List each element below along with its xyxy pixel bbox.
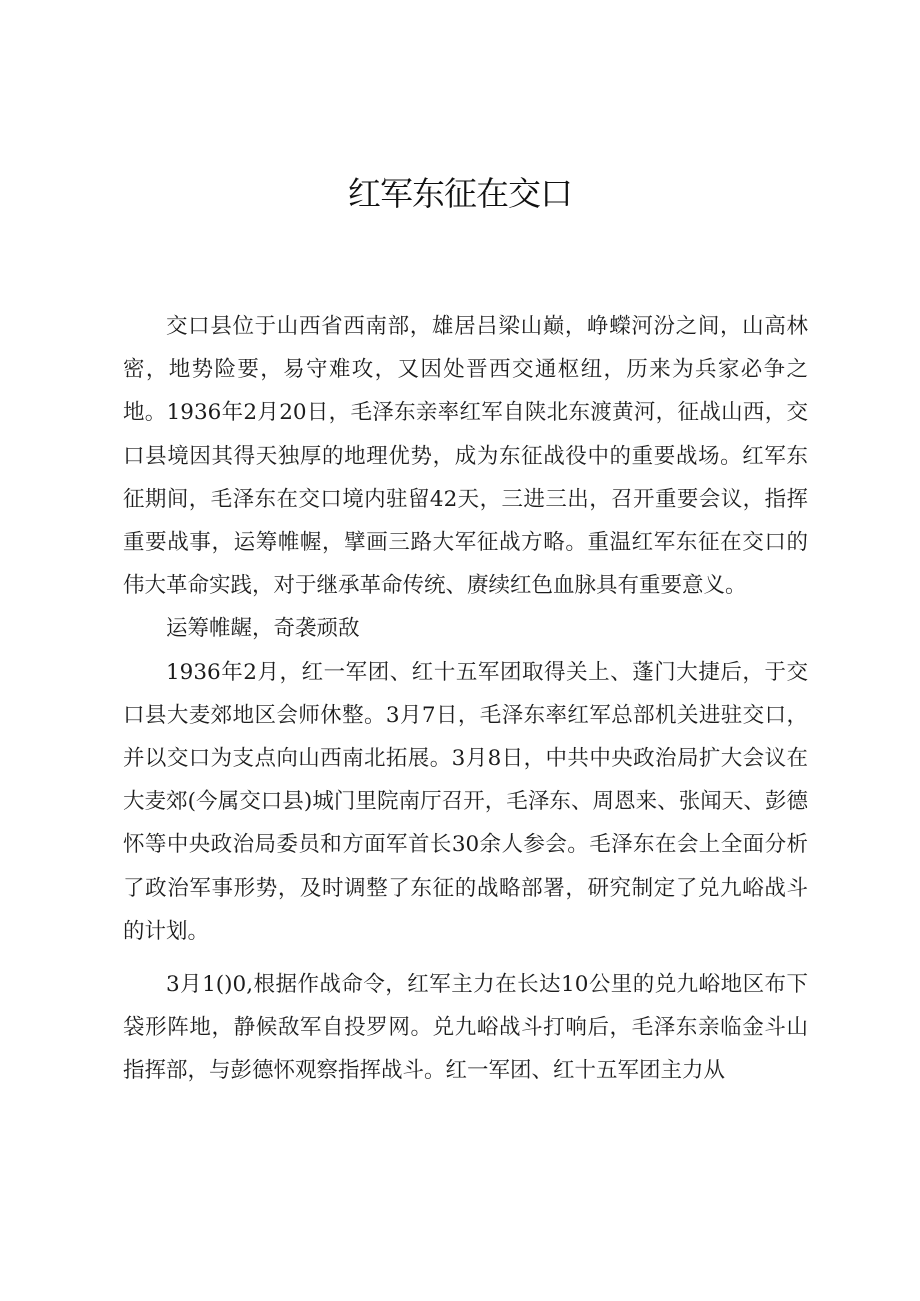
document-body [123,305,808,1093]
body-paragraph: 1936年2月，红一军团、红十五军团取得关上、蓬门大捷后，于交口县大麦郊地区会师休整。3月7日，毛泽东率红军总部机关进驻交口，并以交口为支点向山西南北拓展。3月8日，中共中央政治局扩大会议在大麦郊(今属交口县)城门里院南厅召开，毛泽东、周恩来、张闻天、彭德怀等中央政治局委员和方面军首长30余人参会。毛泽东在会上全面分析了政治军事形势，及时调整了东征的战略部署，研究制定了兑九峪战斗的计划。 [123,659,808,944]
section-heading: 运筹帷龌，奇袭顽敌 [166,616,360,642]
document-title: 红军东征在交口 [348,174,572,213]
intro-paragraph: 交口县位于山西省西南部，雄居吕梁山巅，峥蠑河汾之间，山高林密，地势险要，易守难攻，又因处晋西交通枢纽，历来为兵家必争之地。1936年2月20日，毛泽东亲率红军自陕北东渡黄河，征战山西，交口县境因其得天独厚的地理优势，成为东征战役中的重要战场。红军东征期间，毛泽东在交口境内驻留42天，三进三出，召开重要会议，指挥重要战事，运筹帷幄，擘画三路大军征战方略。重温红军东征在交口的伟大革命实践，对于继承革命传统、赓续红色血脉具有重要意义。 [123,314,808,599]
body-paragraph: 3月1()0,根据作战命令，红军主力在长达10公里的兑九峪地区布下袋形阵地，静候敌军自投罗网。兑九峪战斗打响后，毛泽东亲临金斗山指挥部，与彭德怀观察指挥战斗。红一军团、红十五军团主力从 [123,972,808,1084]
